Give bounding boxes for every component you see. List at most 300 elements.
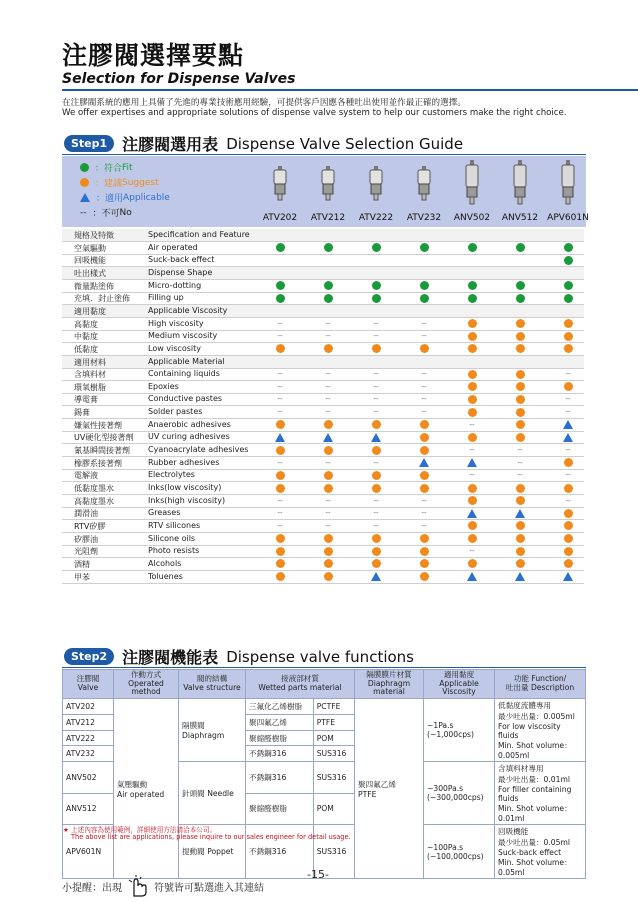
table-row: [62, 533, 584, 546]
footer-tip: [62, 874, 264, 898]
suggest-dot-icon: [420, 420, 429, 429]
rating-cell: [304, 545, 352, 557]
suggest-dot-icon: [420, 446, 429, 455]
page-title: 注膠閥選擇要點: [62, 41, 245, 70]
suggest-dot-icon: [468, 332, 477, 341]
fit-dot-icon: [420, 294, 429, 303]
not-applicable-mark: --: [325, 370, 331, 379]
hdr-viscosity: 適用黏度 Applicable Viscosity: [424, 670, 495, 699]
suggest-dot-icon: [420, 572, 429, 581]
fit-dot-icon: [468, 243, 477, 252]
rating-cell: [304, 520, 352, 532]
rating-cell: [448, 393, 496, 405]
row-label-zh: 空氣驅動: [74, 243, 106, 253]
wetted-zh: 聚縮醛樹脂: [246, 730, 314, 746]
suggest-dot-icon: [468, 496, 477, 505]
row-label-en: Photo resists: [148, 546, 200, 556]
table-row: [62, 457, 584, 470]
table-row: [62, 343, 584, 356]
rating-cell: [352, 558, 400, 570]
model-label: ATV202: [262, 213, 298, 223]
description-cell: 回吸機能 最少吐出量：0.05ml Suck-back effect Min. Shot volume：0.05ml: [495, 825, 586, 879]
applicable-triangle-icon: [467, 572, 477, 581]
table-row: [62, 507, 584, 520]
rating-cell: [448, 406, 496, 418]
rating-cell: [304, 444, 352, 456]
rating-cell: [448, 242, 496, 254]
table-row: [62, 571, 584, 584]
suggest-dot-icon: [468, 521, 477, 530]
rating-cell: [496, 507, 544, 519]
rating-cell: [256, 533, 304, 545]
rating-cell: [496, 457, 544, 469]
suggest-dot-icon: [468, 395, 477, 404]
not-applicable-mark: --: [565, 408, 571, 417]
not-applicable-mark: --: [517, 471, 523, 480]
rating-cell: [256, 457, 304, 469]
step2-title-zh: 注膠閥機能表: [122, 648, 219, 667]
rating-cell: [400, 558, 448, 570]
suggest-dot-icon: [516, 534, 525, 543]
applicable-triangle-icon: [371, 433, 381, 442]
legend-item: [80, 190, 170, 205]
suggest-dot-icon: [516, 496, 525, 505]
rating-cell: [256, 495, 304, 507]
rating-cell: [448, 419, 496, 431]
applicable-triangle-icon: [275, 433, 285, 442]
fit-dot-icon: [516, 243, 525, 252]
suggest-dot-icon: [564, 521, 573, 530]
functions-table: [62, 669, 586, 879]
diaphragm-cell: 聚四氟乙烯 PTFE: [355, 699, 424, 879]
rating-cell: [544, 444, 592, 456]
rating-cell: [304, 558, 352, 570]
suggest-dot-icon: [372, 420, 381, 429]
fit-dot-icon: [564, 294, 573, 303]
legend-en: Applicable: [123, 192, 170, 203]
table-row: [62, 242, 584, 255]
rating-cell: [400, 406, 448, 418]
rating-cell: [400, 330, 448, 342]
rating-cell: [304, 507, 352, 519]
suggest-dot-icon: [420, 433, 429, 442]
suggest-dot-icon: [516, 433, 525, 442]
suggest-dot-icon: [468, 344, 477, 353]
rating-cell: [448, 431, 496, 443]
rating-cell: [256, 444, 304, 456]
row-label-zh: 適用材料: [74, 357, 106, 367]
rating-cell: [400, 495, 448, 507]
group-row: [62, 356, 584, 369]
suggest-dot-icon: [516, 559, 525, 568]
suggest-dot-icon: [420, 344, 429, 353]
not-applicable-mark: --: [277, 496, 283, 505]
rating-cell: [496, 330, 544, 342]
row-label-zh: 導電膏: [74, 395, 98, 405]
legend-item: [80, 175, 170, 190]
table-row: [63, 699, 586, 715]
wetted-en: SUS316: [313, 746, 354, 762]
valve-cell: ANV502: [63, 762, 114, 794]
rating-cell: [448, 457, 496, 469]
fit-dot-icon: [468, 281, 477, 290]
rating-cell: [256, 469, 304, 481]
rating-cell: [352, 343, 400, 355]
viscosity-cell: ~300Pa.s (~300,000cps): [424, 762, 495, 825]
row-label-zh: 充填．封止塗佈: [74, 294, 130, 304]
fit-dot-icon: [372, 243, 381, 252]
step1-heading: [64, 132, 463, 155]
rating-cell: [400, 419, 448, 431]
rating-cell: [544, 330, 592, 342]
suggest-dot-icon: [276, 344, 285, 353]
model-label: ANV512: [501, 213, 539, 223]
rating-cell: [256, 545, 304, 557]
rating-cell: [496, 558, 544, 570]
rating-cell: [544, 381, 592, 393]
legend-zh: ：建議: [95, 179, 123, 189]
suggest-dot-icon: [324, 534, 333, 543]
rating-cell: [544, 254, 592, 266]
rating-cell: [352, 406, 400, 418]
row-label-en: Inks(high viscosity): [148, 495, 226, 505]
rating-cell: [496, 318, 544, 330]
valve-icon: [461, 160, 483, 206]
hdr-wetted: 接液部材質 Wetted parts material: [246, 670, 355, 699]
rating-cell: [352, 381, 400, 393]
rating-cell: [448, 368, 496, 380]
suggest-dot-icon: [468, 382, 477, 391]
row-label-zh: 低黏度: [74, 344, 98, 354]
row-label-zh: 低黏度墨水: [74, 484, 114, 493]
hand-pointer-icon: [125, 874, 151, 898]
applicable-triangle-icon: [563, 420, 573, 429]
wetted-en: POM: [313, 793, 354, 825]
fit-dot-icon: [372, 281, 381, 290]
not-applicable-mark: --: [325, 395, 331, 404]
rating-cell: [496, 571, 544, 583]
rating-cell: [544, 419, 592, 431]
rating-cell: [496, 242, 544, 254]
structure-cell: 提動閥 Poppet: [179, 825, 246, 879]
rating-cell: [352, 292, 400, 304]
rating-cell: [544, 343, 592, 355]
suggest-dot-icon: [276, 484, 285, 493]
row-label-en: Silicone oils: [148, 533, 196, 543]
row-label-en: Filling up: [148, 293, 184, 303]
valve-icon: [509, 160, 531, 206]
rating-cell: [400, 571, 448, 583]
rating-cell: [352, 444, 400, 456]
rating-cell: [448, 520, 496, 532]
rating-cell: [496, 482, 544, 494]
row-label-zh: 氰基瞬間接著劑: [74, 446, 130, 456]
suggest-dot-icon: [564, 484, 573, 493]
row-label-zh: 中黏度: [74, 332, 98, 342]
rating-cell: [304, 343, 352, 355]
suggest-dot-icon: [564, 382, 573, 391]
not-applicable-mark: --: [565, 446, 571, 455]
suggest-dot-icon: [516, 521, 525, 530]
structure-cell: 隔膜閥 Diaphragm: [179, 699, 246, 762]
row-label-en: Anaerobic adhesives: [148, 419, 231, 429]
rating-cell: [400, 343, 448, 355]
table-row: [62, 280, 584, 293]
not-applicable-mark: --: [277, 395, 283, 404]
row-label-en: Dispense Shape: [148, 267, 213, 277]
row-label-en: Applicable Viscosity: [148, 305, 228, 315]
rating-cell: [304, 482, 352, 494]
not-applicable-mark: --: [421, 370, 427, 379]
suggest-dot-icon: [372, 471, 381, 480]
rating-cell: [256, 558, 304, 570]
hdr-description: 功能 Function/ 吐出量 Description: [495, 670, 586, 699]
suggest-dot-icon: [516, 319, 525, 328]
not-applicable-mark: --: [469, 420, 475, 429]
not-applicable-mark: --: [277, 332, 283, 341]
rating-cell: [304, 571, 352, 583]
rating-cell: [400, 444, 448, 456]
suggest-dot-icon: [276, 572, 285, 581]
description-cell: 含填料材專用 最少吐出量：0.01ml For filler containing fluids Min. Shot volume：0.01ml: [495, 762, 586, 825]
row-label-en: Rubber adhesives: [148, 457, 220, 467]
model-label: ATV222: [358, 213, 394, 223]
rating-cell: [496, 368, 544, 380]
wetted-en: POM: [313, 730, 354, 746]
rating-cell: [544, 482, 592, 494]
step1-title-en: Dispense Valve Selection Guide: [226, 134, 464, 153]
fit-dot-icon: [324, 281, 333, 290]
wetted-en: SUS316: [313, 825, 354, 879]
table-row: [62, 444, 584, 457]
wetted-zh: 不銹鋼316: [246, 825, 314, 879]
suggest-dot-icon: [564, 559, 573, 568]
row-label-zh: 酒精: [74, 559, 90, 569]
suggest-dot-icon: [516, 484, 525, 493]
rating-cell: [256, 242, 304, 254]
structure-cell: 針頭閥 Needle: [179, 762, 246, 825]
applicable-triangle-icon: [371, 572, 381, 581]
rating-cell: [448, 343, 496, 355]
rating-cell: [304, 495, 352, 507]
rating-cell: [256, 419, 304, 431]
table-row: [62, 292, 584, 305]
valve-cell: ANV512: [63, 793, 114, 825]
row-label-zh: 吐出樣式: [74, 268, 106, 278]
rating-cell: [256, 406, 304, 418]
suggest-dot-icon: [276, 446, 285, 455]
not-applicable-mark: --: [373, 496, 379, 505]
wetted-en: PTFE: [313, 714, 354, 730]
rating-cell: [544, 393, 592, 405]
rating-cell: [496, 419, 544, 431]
fit-dot-icon: [276, 281, 285, 290]
rating-cell: [400, 545, 448, 557]
rating-cell: [304, 330, 352, 342]
hdr-diaphragm: 隔膜膜片材質 Diaphragm material: [355, 670, 424, 699]
rating-cell: [256, 280, 304, 292]
rating-cell: [352, 242, 400, 254]
rating-cell: [256, 482, 304, 494]
not-applicable-mark: --: [277, 370, 283, 379]
suggest-dot-icon: [324, 446, 333, 455]
rating-cell: [256, 368, 304, 380]
suggest-dot-icon: [564, 344, 573, 353]
rating-cell: [256, 330, 304, 342]
rating-cell: [304, 381, 352, 393]
suggest-dot-icon: [276, 559, 285, 568]
suggest-dot-icon: [420, 534, 429, 543]
valve-cell: ATV202: [63, 699, 114, 715]
rating-cell: [544, 520, 592, 532]
note-zh: ★ 上述內容為使用範例，詳細使用方法請洽本公司。: [63, 826, 217, 834]
rating-cell: [352, 520, 400, 532]
suggest-dot-icon: [516, 408, 525, 417]
row-label-en: Electrolytes: [148, 470, 195, 480]
rating-cell: [352, 469, 400, 481]
suggest-dot-icon: [564, 332, 573, 341]
row-label-zh: 潤滑油: [74, 509, 98, 519]
not-applicable-mark: --: [421, 395, 427, 404]
rating-cell: [448, 381, 496, 393]
row-label-zh: 矽膠油: [74, 534, 98, 544]
not-applicable-mark: --: [277, 319, 283, 328]
rating-cell: [352, 318, 400, 330]
suggest-dot-icon: [372, 534, 381, 543]
rating-cell: [256, 431, 304, 443]
suggest-dot-icon: [420, 471, 429, 480]
table-row: [62, 495, 584, 508]
group-row: [62, 267, 584, 280]
row-label-zh: 錫膏: [74, 408, 90, 418]
rating-cell: [448, 469, 496, 481]
not-applicable-mark: --: [325, 496, 331, 505]
group-row: [62, 305, 584, 318]
row-label-zh: 含填料材: [74, 370, 106, 380]
applicable-triangle-icon: [323, 433, 333, 442]
table-row: [62, 330, 584, 343]
row-label-en: Conductive pastes: [148, 394, 223, 404]
not-applicable-mark: --: [373, 509, 379, 518]
suggest-dot-icon: [564, 319, 573, 328]
wetted-en: PCTFE: [313, 699, 354, 715]
not-applicable-mark: --: [469, 547, 475, 556]
step1-badge: Step1: [64, 135, 114, 152]
row-label-en: High viscosity: [148, 318, 204, 328]
rating-cell: [448, 292, 496, 304]
model-label: APV601N: [547, 213, 589, 223]
step2-heading: [64, 645, 414, 668]
suggest-dot-icon: [372, 559, 381, 568]
wetted-zh: 不銹鋼316: [246, 762, 314, 794]
fit-dot-icon: [564, 256, 573, 265]
applicable-triangle-icon: [515, 509, 525, 518]
row-label-zh: 甲苯: [74, 572, 90, 582]
rating-cell: [544, 292, 592, 304]
suggest-dot-icon: [420, 559, 429, 568]
rating-cell: [544, 368, 592, 380]
row-label-en: Containing liquids: [148, 369, 220, 379]
fit-dot-icon: [276, 294, 285, 303]
rating-cell: [496, 292, 544, 304]
legend: [80, 160, 170, 220]
dash-icon: --: [80, 207, 87, 218]
dot-icon: [80, 163, 89, 172]
wetted-zh: 聚縮醛樹脂: [246, 793, 314, 825]
rating-cell: [256, 571, 304, 583]
rating-cell: [544, 545, 592, 557]
valve-cell: ATV232: [63, 746, 114, 762]
rating-cell: [304, 533, 352, 545]
row-label-en: Medium viscosity: [148, 331, 218, 341]
row-label-en: Micro-dotting: [148, 280, 202, 290]
rating-cell: [304, 406, 352, 418]
suggest-dot-icon: [276, 420, 285, 429]
hdr-structure: 閥的結構 Valve structure: [179, 670, 246, 699]
row-label-zh: 回吸機能: [74, 256, 106, 266]
description-cell: 低黏度流體專用 最少吐出量：0.005ml For low viscosity fluids Min. Shot volume：0.005ml: [495, 699, 586, 762]
rating-cell: [256, 343, 304, 355]
rating-cell: [496, 280, 544, 292]
rating-cell: [352, 280, 400, 292]
fit-dot-icon: [420, 281, 429, 290]
rating-cell: [352, 545, 400, 557]
row-label-zh: 微量點塗佈: [74, 281, 114, 291]
suggest-dot-icon: [564, 547, 573, 556]
not-applicable-mark: --: [277, 521, 283, 530]
row-label-zh: 高黏度墨水: [74, 496, 114, 506]
legend-en: Suggest: [122, 177, 159, 188]
row-label-en: Inks(low viscosity): [148, 483, 222, 492]
rating-cell: [400, 292, 448, 304]
row-label-en: Toluenes: [148, 571, 183, 581]
fit-dot-icon: [564, 281, 573, 290]
rating-cell: [448, 558, 496, 570]
valve-icon: [317, 160, 339, 206]
suggest-dot-icon: [516, 332, 525, 341]
rating-cell: [256, 393, 304, 405]
not-applicable-mark: --: [277, 408, 283, 417]
rating-cell: [400, 520, 448, 532]
row-label-zh: 嫌氣性接著劑: [74, 420, 122, 430]
not-applicable-mark: --: [469, 471, 475, 480]
legend-en: No: [119, 207, 132, 218]
rating-cell: [352, 507, 400, 519]
not-applicable-mark: --: [277, 458, 283, 467]
table-row: [62, 368, 584, 381]
rating-cell: [544, 242, 592, 254]
triangle-icon: [80, 193, 90, 202]
suggest-dot-icon: [372, 484, 381, 493]
not-applicable-mark: --: [325, 458, 331, 467]
rating-cell: [352, 419, 400, 431]
rating-cell: [304, 280, 352, 292]
suggest-dot-icon: [468, 319, 477, 328]
rating-cell: [448, 507, 496, 519]
rating-cell: [544, 507, 592, 519]
rating-cell: [256, 381, 304, 393]
rating-cell: [256, 520, 304, 532]
not-applicable-mark: --: [373, 319, 379, 328]
rating-cell: [352, 393, 400, 405]
suggest-dot-icon: [276, 471, 285, 480]
rating-cell: [448, 545, 496, 557]
not-applicable-mark: --: [325, 521, 331, 530]
not-applicable-mark: --: [373, 408, 379, 417]
step1-title-zh: 注膠閥選用表: [122, 135, 219, 154]
rating-cell: [544, 406, 592, 418]
not-applicable-mark: --: [565, 395, 571, 404]
